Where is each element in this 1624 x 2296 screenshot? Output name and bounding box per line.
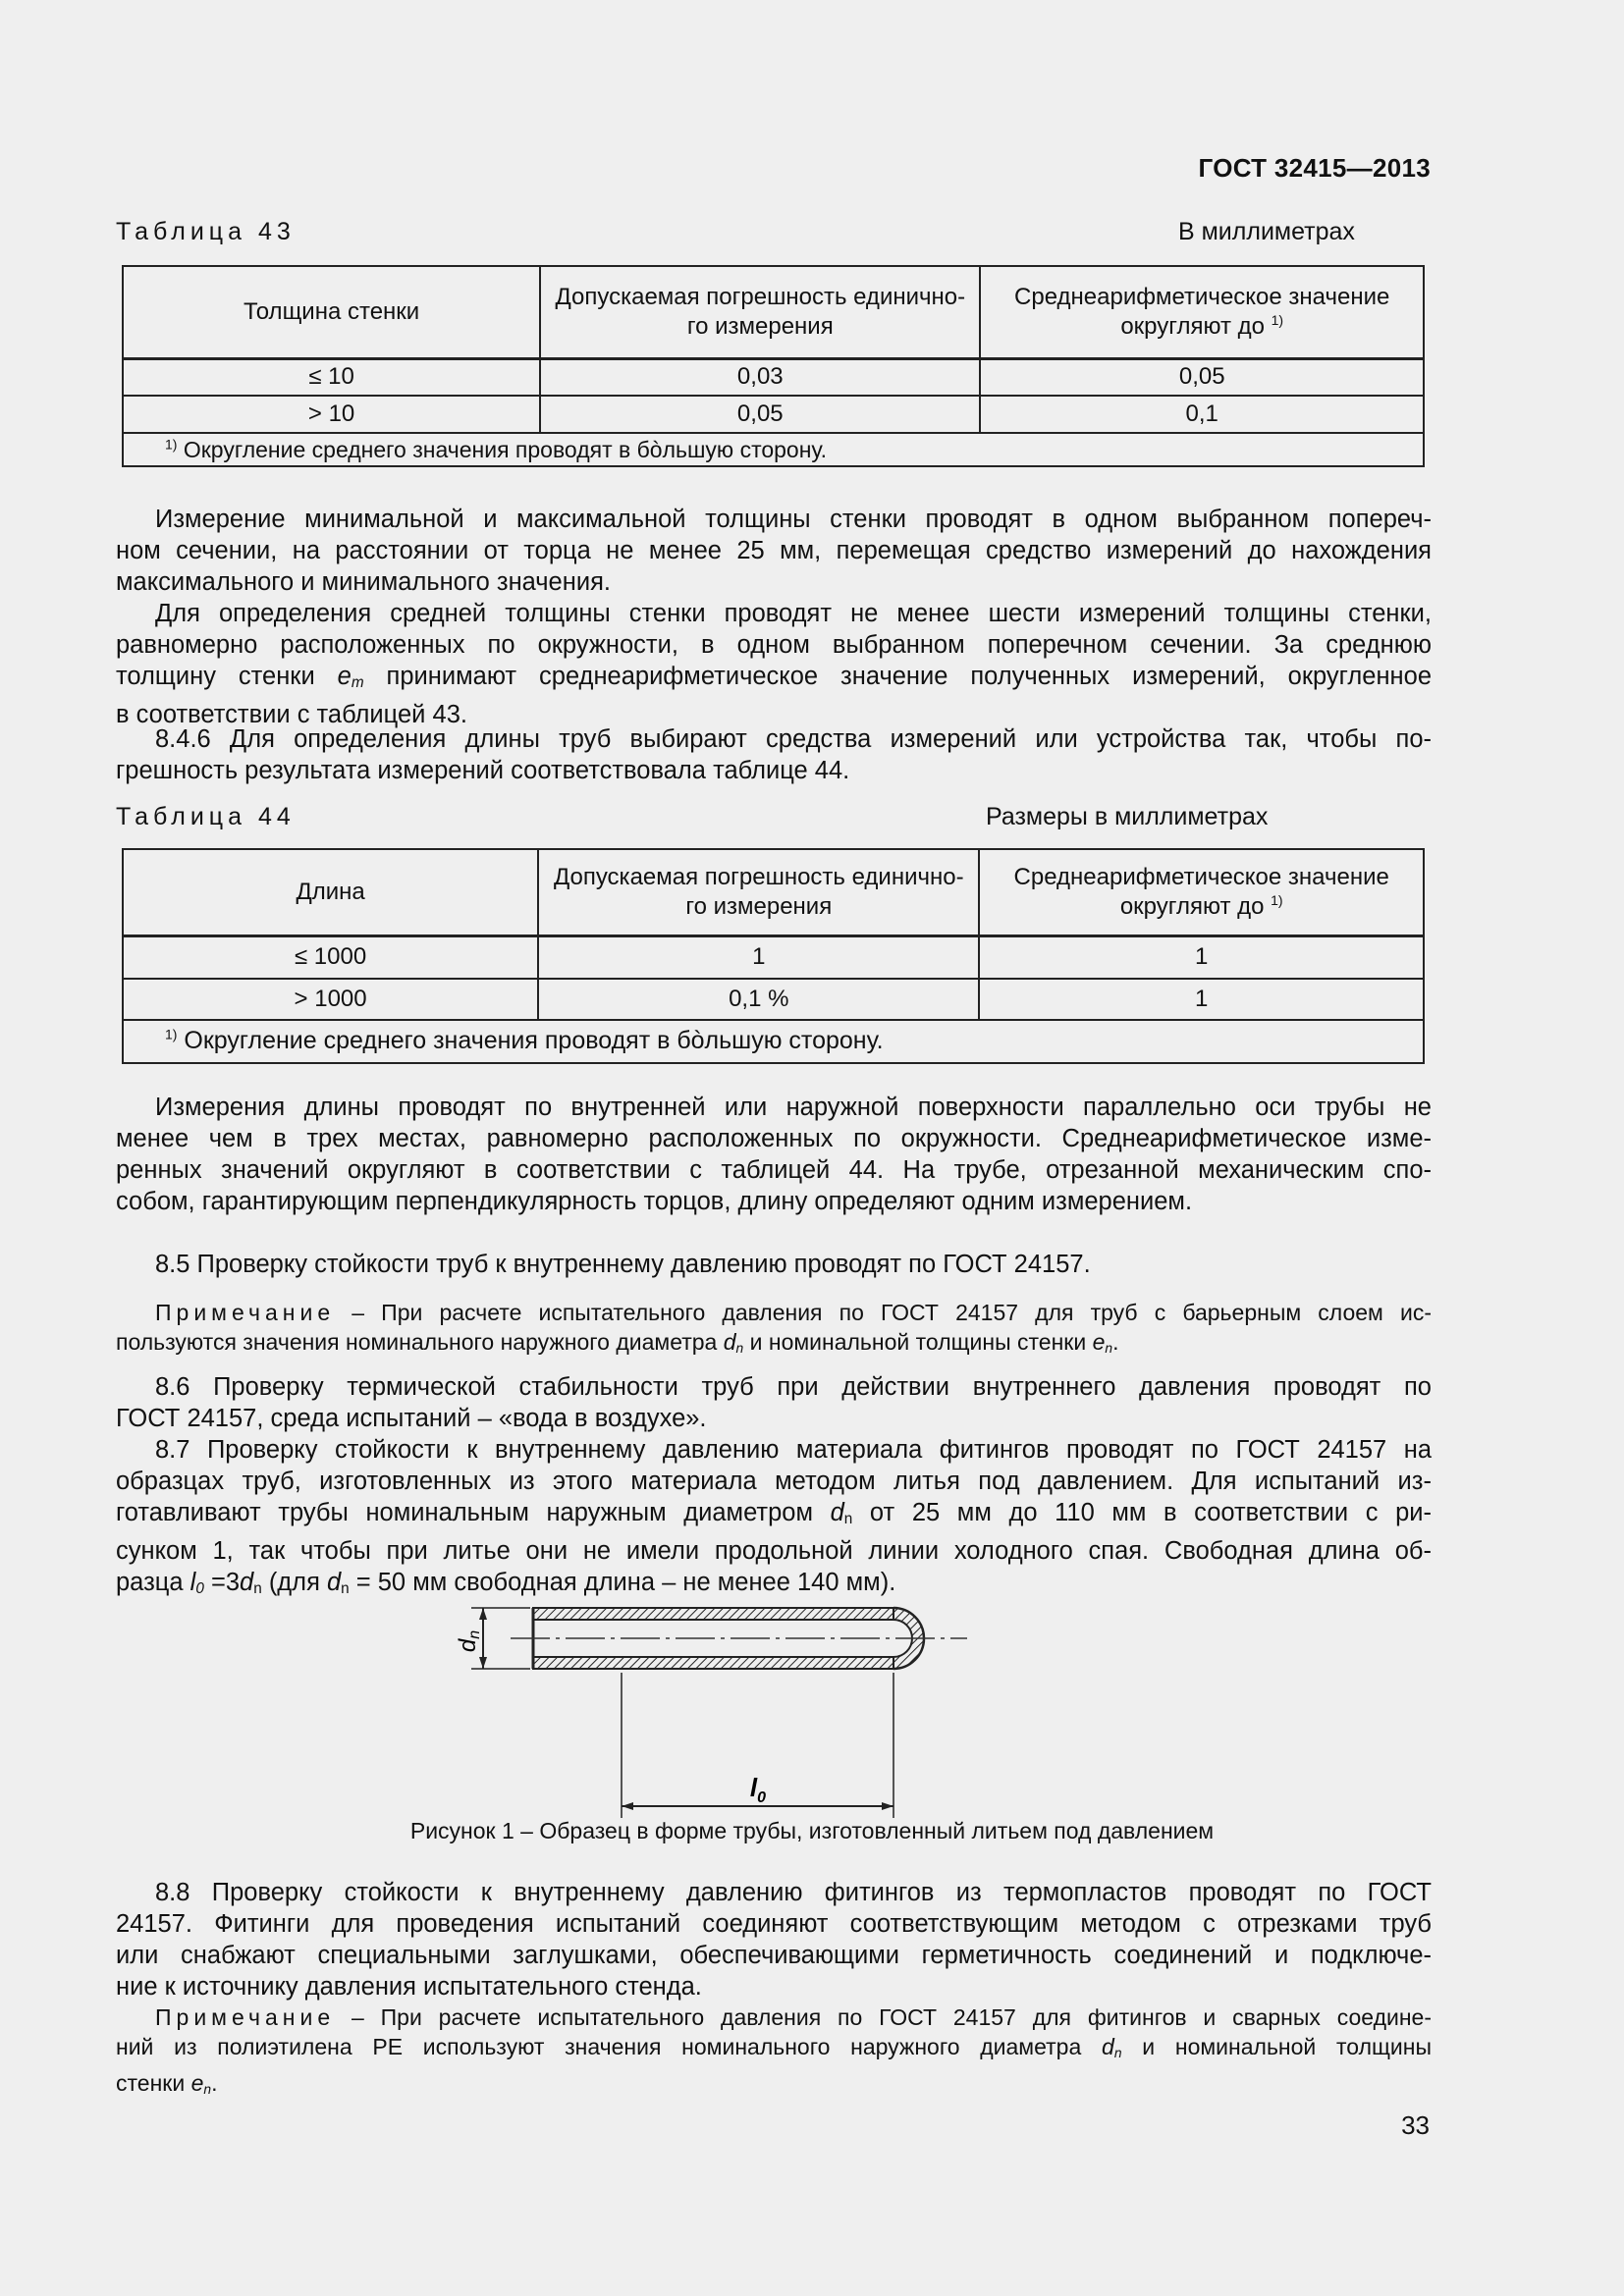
paragraph-8-6: 8.6 Проверку термической стабильности труб при действии внутреннего давления проводят по ГОСТ 24157, среда испытаний – «вода в воздухе». <box>116 1373 1432 1432</box>
table-44 <box>122 848 1425 1064</box>
table-44-caption: Таблица 44 <box>116 803 296 830</box>
table-cell: 0,05 <box>980 358 1424 396</box>
symbol-em: $e_m$ <box>337 663 364 691</box>
paragraph-8-4-6: 8.4.6 Для определения длины труб выбирают средства измерений или устройства так, чтобы по- грешность результата измерений соответствовала таблице 44. <box>116 725 1432 784</box>
table-cell: 0,05 <box>540 396 980 433</box>
table-footnote: $^{1)}$ Округление среднего значения проводят в бòльшую сторону. <box>123 1020 1424 1063</box>
dimension-label-d: dn <box>455 1629 483 1653</box>
table-footnote-row <box>123 1020 1424 1063</box>
note-1: Примечание – При расчете испытательного давления по ГОСТ 24157 для труб с барьерным слоем ис- пользуются значения номинального наружного диаметра $d_n$ и номинальной толщины стенки $e_n$. <box>116 1300 1432 1356</box>
figure-caption: Рисунок 1 – Образец в форме трубы, изготовленный литьем под давлением <box>409 1818 1215 1843</box>
table-row <box>123 396 1424 433</box>
table-cell: ≤ 10 <box>123 358 540 396</box>
header-cell-error: Допускаемая погрешность единично- го измерения <box>540 266 980 358</box>
header-cell-error: Допускаемая погрешность единично- го измерения <box>538 849 979 935</box>
table-footnote-row <box>123 433 1424 466</box>
document-code: ГОСТ 32415—2013 <box>1198 153 1431 183</box>
header-cell-mean: Среднеарифметическое значение округляют до $^{1)}$ <box>979 849 1424 935</box>
table-cell: 1 <box>538 935 979 979</box>
pipe-specimen-drawing <box>432 1590 1178 1822</box>
paragraph-8-5: 8.5 Проверку стойкости труб к внутреннему давлению проводят по ГОСТ 24157. <box>155 1251 1091 1278</box>
paragraph-length-measurement: Измерения длины проводят по внутренней или наружной поверхности параллельно оси трубы не менее чем в трех местах, равномерно расположенных по окружности. Среднеарифметическое изме- ренных значений округляют в соответствии с таблицей 44. На трубе, отрезанной механическим спо- собом, гарантирующим перпендикулярность торцов, длину определяют одним измерением. <box>116 1094 1432 1215</box>
table-row <box>123 979 1424 1020</box>
table-cell: > 10 <box>123 396 540 433</box>
table-cell: 1 <box>979 979 1424 1020</box>
paragraph-8-7: 8.7 Проверку стойкости к внутреннему давлению материала фитингов проводят по ГОСТ 24157 на образцах труб, изготовленных из этого материала методом литья под давлением. Для испытаний из- готавливают трубы номинальным наружным диаметром $d_n$ от 25 мм до 110 мм в соответствии с ри- сунком 1, так чтобы при литье они не имели продольной линии холодного спая. Свободная длина об- разца $l_0 =3d_n$ (для $d_n = 50$ мм свободная длина – не менее 140 мм). <box>116 1436 1432 1597</box>
table-row <box>123 935 1424 979</box>
note-label: Примечание <box>155 2004 336 2030</box>
table-footnote: $^{1)}$ Округление среднего значения проводят в бòльшую сторону. <box>123 433 1424 466</box>
header-cell-length: Длина <box>123 849 538 935</box>
table-cell: 0,1 % <box>538 979 979 1020</box>
header-cell-thickness: Толщина стенки <box>123 266 540 358</box>
table-cell: ≤ 1000 <box>123 935 538 979</box>
header-cell-mean: Среднеарифметическое значение округляют до $^{1)}$ <box>980 266 1424 358</box>
table-43 <box>122 265 1425 467</box>
table-header-row <box>123 849 1424 935</box>
table-cell: 1 <box>979 935 1424 979</box>
table-43-units: В миллиметрах <box>1178 218 1355 245</box>
table-cell: > 1000 <box>123 979 538 1020</box>
table-cell: 0,03 <box>540 358 980 396</box>
dimension-label-l: $l_0$ <box>749 1773 767 1806</box>
note-label: Примечание <box>155 1300 336 1325</box>
paragraph-8-8: 8.8 Проверку стойкости к внутреннему давлению фитингов из термопластов проводят по ГОСТ 24157. Фитинги для проведения испытаний соединяют соответствующим методом с отрезками труб или снабжают специальными заглушками, обеспечивающими герметичность соединений и подключе- ние к источнику давления испытательного стенда. <box>116 1879 1432 2001</box>
paragraph-wall-measurement: Измерение минимальной и максимальной толщины стенки проводят в одном выбранном попереч- ном сечении, на расстоянии от торца не менее 25 мм, перемещая средство измерений до нахождения максимального и минимального значения. <box>116 506 1432 596</box>
table-row <box>123 358 1424 396</box>
paragraph-average-thickness: Для определения средней толщины стенки проводят не менее шести измерений толщины стенки, равномерно расположенных по окружности, в одном выбранном поперечном сечении. За среднюю толщину стенки $e_m$ принимают среднеарифметическое значение полученных измерений, округленное в соответствии с таблицей 43. <box>116 600 1432 728</box>
page-number: 33 <box>1401 2110 1430 2140</box>
note-2: Примечание – При расчете испытательного давления по ГОСТ 24157 для фитингов и сварных соедине- ний из полиэтилена PE используют значения номинального наружного диаметра $d_n$ и номинальной толщины стенки $e_n$. <box>116 2004 1433 2097</box>
table-cell: 0,1 <box>980 396 1424 433</box>
table-44-units: Размеры в миллиметрах <box>986 803 1269 830</box>
table-header-row <box>123 266 1424 358</box>
table-43-caption: Таблица 43 <box>116 218 296 245</box>
